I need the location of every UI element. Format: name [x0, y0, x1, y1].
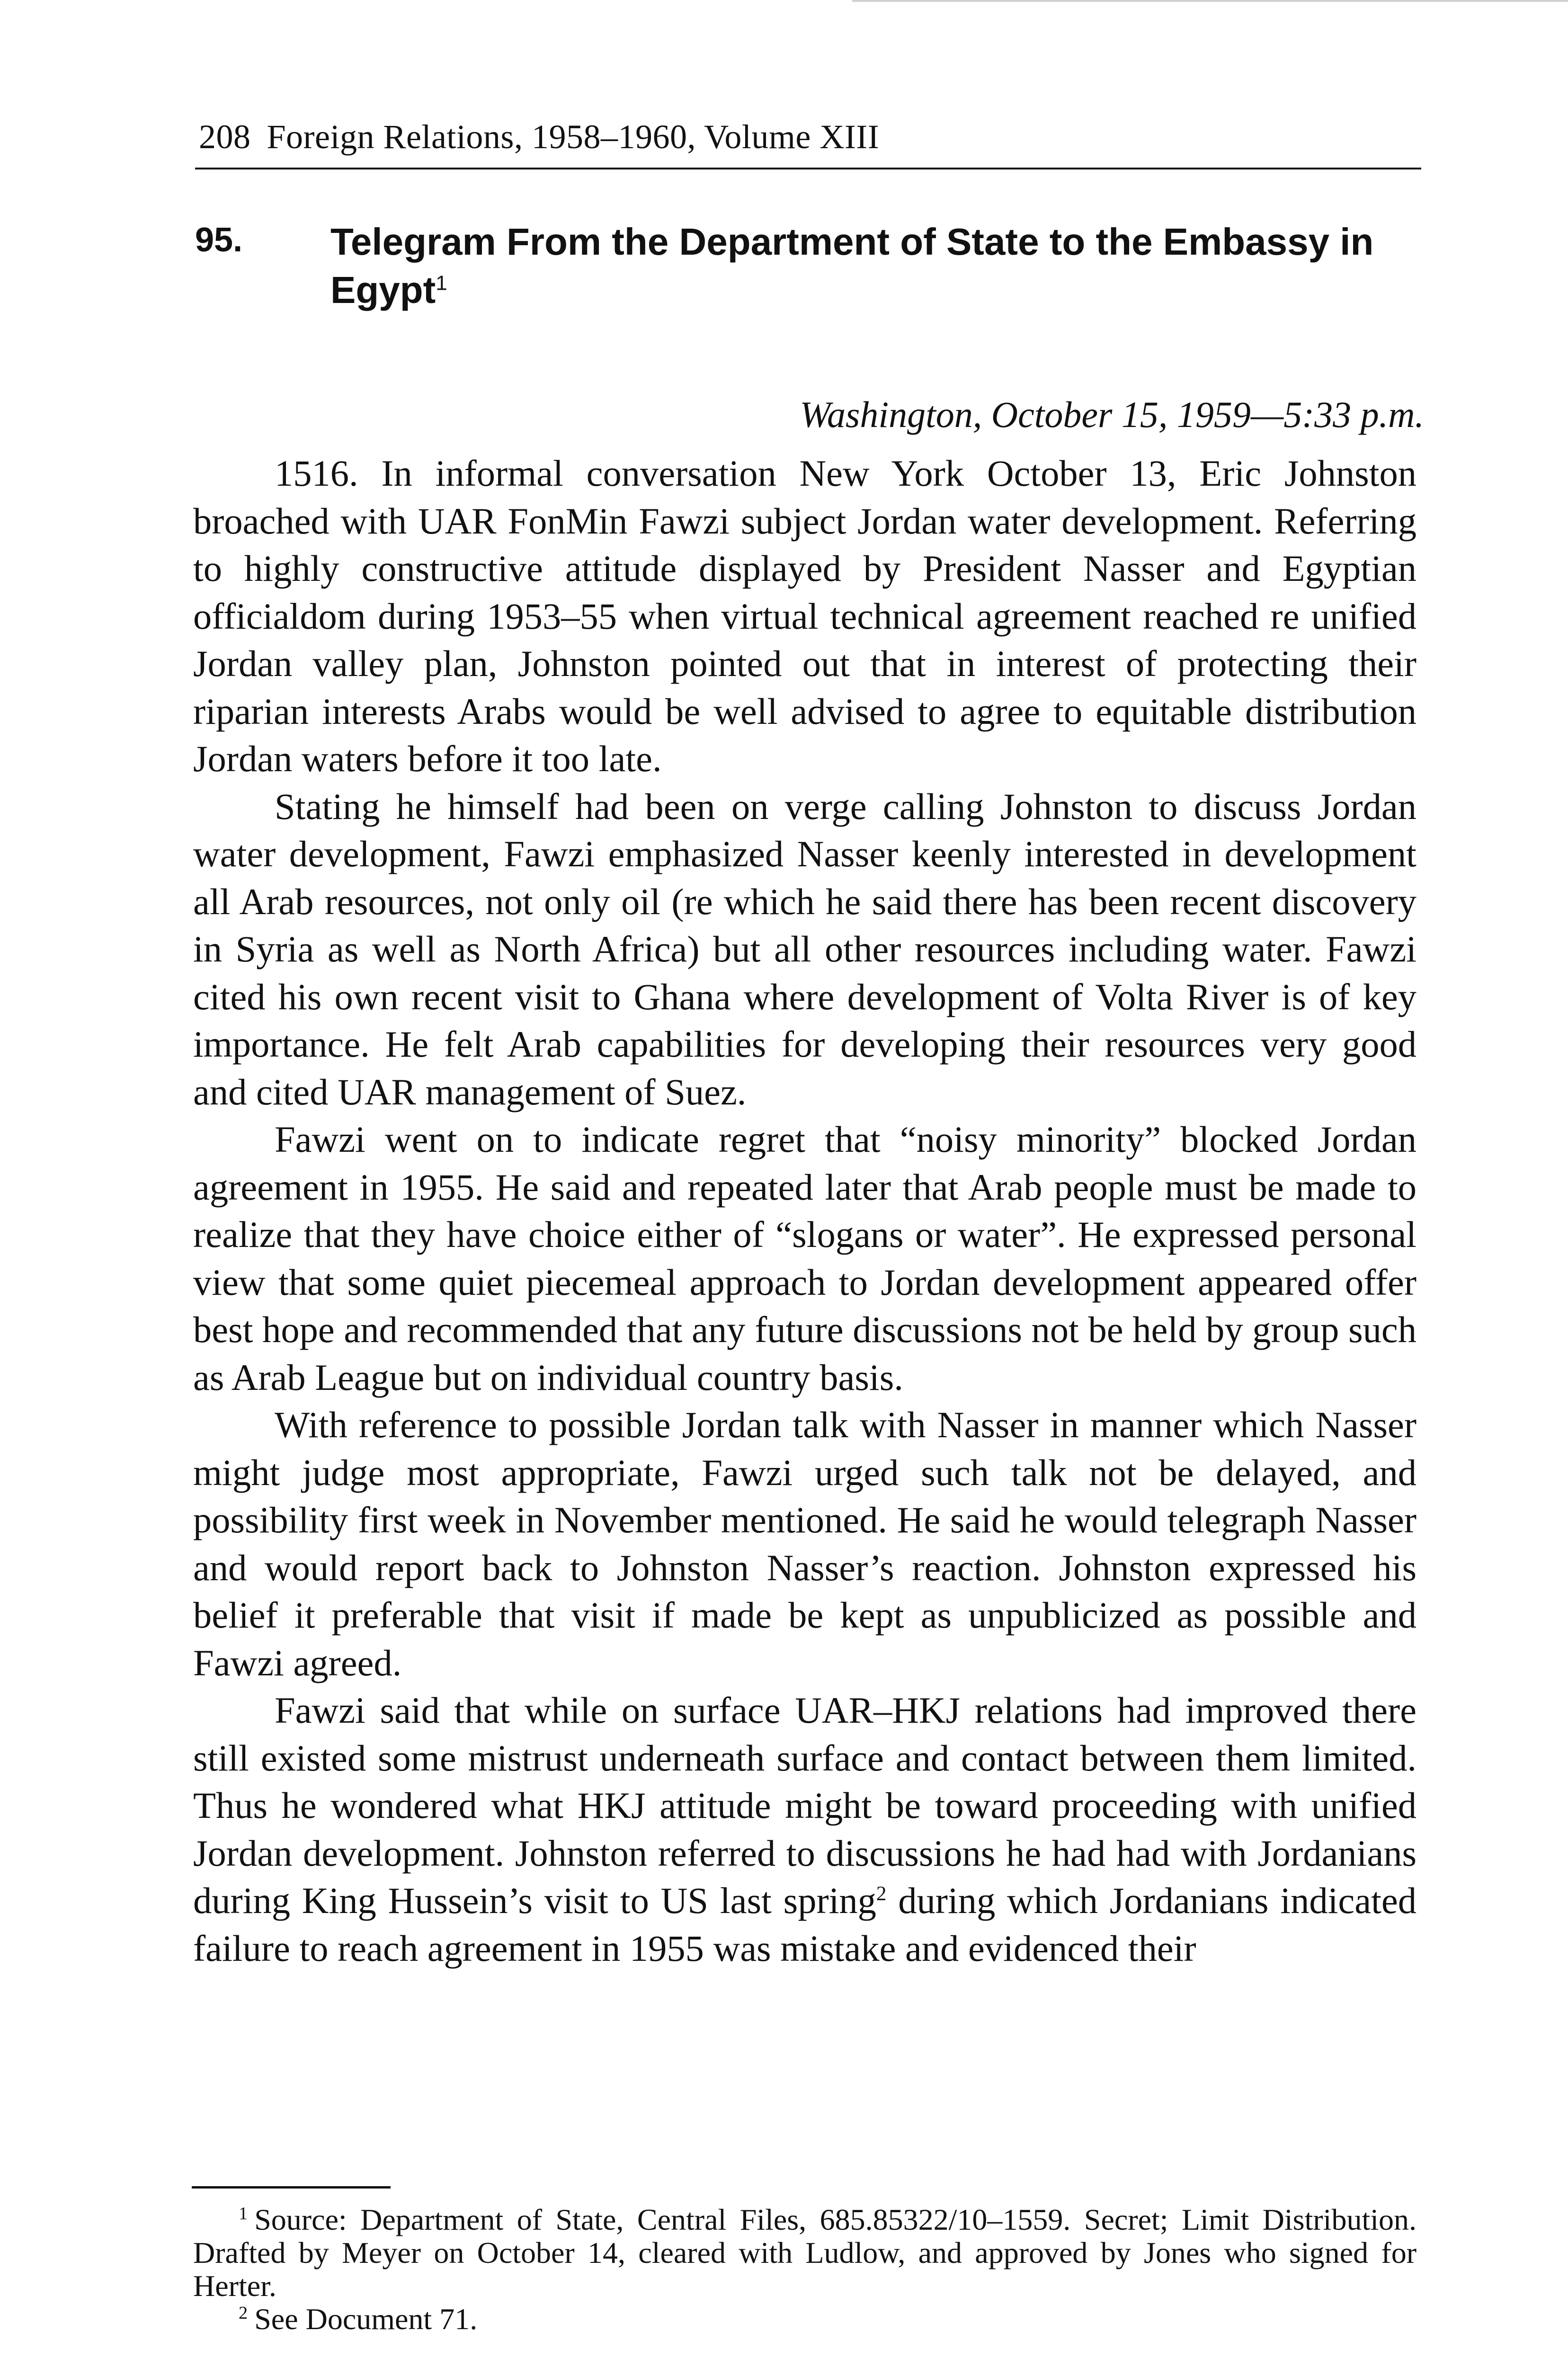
footnotes — [193, 2203, 1417, 2336]
footnote-2-mark: 2 — [239, 2303, 248, 2323]
footnote-2 — [193, 2303, 1417, 2336]
footnote-1-mark: 1 — [239, 2203, 248, 2224]
paragraph-2: Stating he himself had been on verge calling Johnston to discuss Jordan water development, Fawzi emphasized Nasser keenly interested in development all Arab resources, not only oil (re which he said there has been recent discovery in Syria as well as North Africa) but all other resources including water. Fawzi cited his own recent visit to Ghana where development of Volta River is of key importance. He felt Arab capabilities for developing their resources very good and cited UAR management of Suez. — [193, 785, 1417, 1112]
telegram-body — [193, 450, 1417, 1972]
footnote-rule — [192, 2186, 391, 2189]
paragraph-4: With reference to possible Jordan talk with Nasser in manner which Nasser might judge most appropriate, Fawzi urged such talk not be delayed, and possibility first week in November mentioned. He said he would telegraph Nasser and would report back to Johnston Nasser’s reaction. Johnston expressed his belief it preferable that visit if made be kept as unpublicized as possible and Fawzi agreed. — [193, 1404, 1417, 1683]
paragraph-3: Fawzi went on to indicate regret that “noisy minority” blocked Jordan agreement in 1955. He said and repeated later that Arab people must be made to realize that they have choice either of “slogans or water”. He expressed personal view that some quiet piecemeal approach to Jordan development appeared offer best hope and recommended that any future discussions not be held by group such as Arab League but on individual country basis. — [193, 1119, 1417, 1398]
dateline: Washington, October 15, 1959—5:33 p.m. — [800, 394, 1424, 435]
document-title — [330, 218, 1424, 314]
paragraph-5-text-start: Fawzi said that while on surface UAR–HKJ relations had improved there still existed some mistrust underneath surface and contact between them limited. Thus he wondered what HKJ attitude might be toward proceeding with unified Jordan development. Johnston referred to discussions he had had with Jordanians during King Hussein’s visit to US last spring — [193, 1690, 1417, 1921]
footnote-2-text: See Document 71. — [254, 2302, 478, 2336]
document-number: 95. — [195, 221, 243, 259]
footnote-1-text: Source: Department of State, Central Files, 685.85322/10–1559. Secret; Limit Distribution. Drafted by Meyer on October 14, cleared with Ludlow, and approved by Jones who signed for Herter. — [193, 2203, 1417, 2303]
footnote-ref-2: 2 — [876, 1882, 887, 1905]
scan-edge-line — [852, 0, 1568, 2]
publication-title: Foreign Relations, 1958–1960, Volume XIII — [267, 118, 880, 156]
paragraph-5-text-end: during which Jordanians indicated failure to reach agreement in 1955 was mistake and evidenced their — [193, 1880, 1417, 1969]
footnote-ref-1: 1 — [436, 271, 447, 295]
running-head-rule — [195, 168, 1421, 169]
page-number: 208 — [199, 118, 251, 156]
paragraph-5 — [193, 1687, 1417, 1972]
footnote-1 — [193, 2203, 1417, 2303]
document-title-text: Telegram From the Department of State to the Embassy in Egypt — [330, 221, 1374, 311]
paragraph-1: 1516. In informal conversation New York October 13, Eric Johnston broached with UAR FonMin Fawzi subject Jordan water development. Referring to highly constructive attitude displayed by President Nasser and Egyptian officialdom during 1953–55 when virtual technical agreement reached re unified Jordan valley plan, Johnston pointed out that in interest of protecting their riparian interests Arabs would be well advised to agree to equitable distribution Jordan waters before it too late. — [193, 453, 1417, 779]
running-head — [199, 116, 879, 158]
